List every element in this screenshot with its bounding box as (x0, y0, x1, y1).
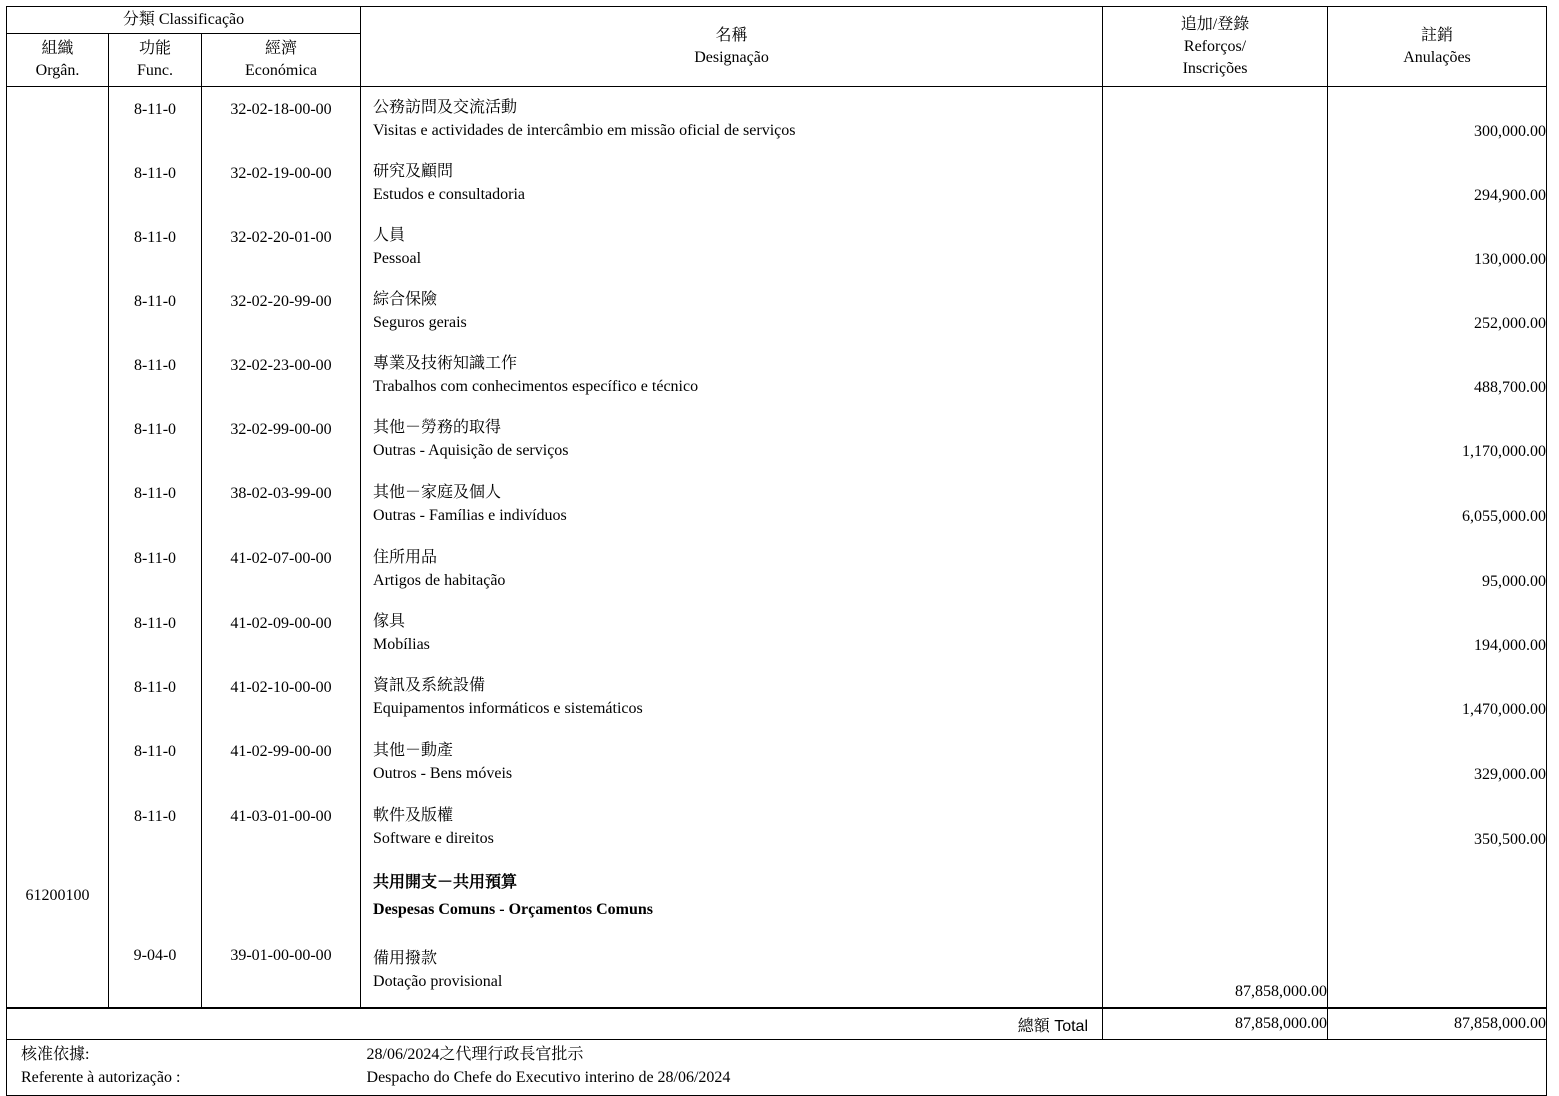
budget-table (6, 6, 1547, 1096)
designation-zh: 綜合保險 (373, 291, 438, 308)
econ-cell: 41-03-01-00-00 (202, 794, 361, 859)
econ-cell: 32-02-18-00-00 (202, 87, 361, 152)
authorization-label: 核准依據: Referente à autorização : (7, 1040, 361, 1096)
designation-cell (361, 407, 1103, 471)
designation-pt: Estudos e consultadoria (373, 186, 525, 203)
cancellation-cell (1328, 933, 1547, 1008)
designation-cell (361, 343, 1103, 407)
func-cell: 8-11-0 (109, 601, 202, 665)
designation-cell (361, 215, 1103, 279)
func-cell: 8-11-0 (109, 471, 202, 536)
designation-zh: 軟件及版權 (373, 806, 454, 824)
designation-pt: Despesas Comuns - Orçamentos Comuns (373, 901, 654, 918)
econ-cell: 32-02-19-00-00 (202, 151, 361, 215)
designation-cell (361, 665, 1103, 729)
designation-cell (361, 859, 1103, 933)
func-header: 功能 Func. (109, 34, 202, 87)
organ-cell: 61200100 (7, 859, 109, 933)
organ-cell (7, 279, 109, 343)
func-cell (109, 859, 202, 933)
header-row-classification (7, 7, 1547, 34)
reinforcement-cell (1103, 215, 1328, 279)
cancellation-cell: 95,000.00 (1482, 573, 1547, 590)
table-row (7, 343, 1547, 407)
designation-header: 名稱 Designação (361, 7, 1103, 87)
cancellation-cell: 300,000.00 (1474, 123, 1547, 140)
designation-zh: 其他－家庭及個人 (373, 483, 502, 501)
table-row (7, 536, 1547, 601)
organ-cell (7, 87, 109, 152)
reinforcement-cell (1103, 794, 1328, 859)
econ-cell: 41-02-07-00-00 (202, 536, 361, 601)
designation-zh: 其他－勞務的取得 (373, 419, 502, 436)
designation-cell (361, 471, 1103, 536)
econ-cell: 32-02-23-00-00 (202, 343, 361, 407)
table-row (7, 279, 1547, 343)
designation-zh: 傢具 (373, 613, 406, 630)
designation-zh: 住所用品 (373, 548, 438, 566)
func-cell: 8-11-0 (109, 665, 202, 729)
organ-cell (7, 151, 109, 215)
func-cell: 8-11-0 (109, 536, 202, 601)
organ-cell (7, 729, 109, 794)
total-label: 總額 Total (7, 1008, 1103, 1040)
designation-zh: 專業及技術知識工作 (373, 355, 518, 372)
reinforcement-cell (1103, 729, 1328, 794)
designation-pt: Pessoal (373, 250, 422, 267)
designation-cell (361, 729, 1103, 794)
organ-cell (7, 794, 109, 859)
designation-pt: Visitas e actividades de intercâmbio em missão oficial de serviços (373, 122, 796, 139)
econ-cell: 38-02-03-99-00 (202, 471, 361, 536)
econ-cell: 32-02-99-00-00 (202, 407, 361, 471)
func-cell: 8-11-0 (109, 279, 202, 343)
table-row (7, 471, 1547, 536)
table-row (7, 729, 1547, 794)
reinforcements-header: 追加/登錄 Reforços/ Inscrições (1103, 7, 1328, 87)
table-body (7, 87, 1547, 1009)
organ-cell (7, 933, 109, 1008)
cancellation-cell: 1,470,000.00 (1462, 701, 1547, 718)
organ-header: 組織 Orgân. (7, 34, 109, 87)
designation-pt: Outras - Famílias e indivíduos (373, 506, 567, 524)
designation-zh: 公務訪問及交流活動 (373, 99, 518, 116)
func-cell: 8-11-0 (109, 407, 202, 471)
reinforcement-cell (1103, 87, 1328, 152)
designation-zh: 人員 (373, 227, 406, 244)
designation-zh: 資訊及系統設備 (373, 677, 486, 694)
designation-cell (361, 87, 1103, 152)
func-cell: 8-11-0 (109, 343, 202, 407)
total-cancellation: 87,858,000.00 (1328, 1008, 1547, 1040)
func-cell: 8-11-0 (109, 729, 202, 794)
reinforcement-cell (1103, 536, 1328, 601)
func-cell: 8-11-0 (109, 151, 202, 215)
table-row (7, 601, 1547, 665)
designation-cell (361, 601, 1103, 665)
cancellations-header: 註銷 Anulações (1328, 7, 1547, 87)
table-row (7, 151, 1547, 215)
reinforcement-cell (1103, 279, 1328, 343)
designation-zh: 共用開支－共用預算 (373, 874, 518, 891)
designation-pt: Trabalhos com conhecimentos específico e técnico (373, 378, 699, 395)
reinforcement-cell (1103, 471, 1328, 536)
func-cell: 8-11-0 (109, 794, 202, 859)
econ-cell: 32-02-20-99-00 (202, 279, 361, 343)
designation-cell (361, 933, 1103, 1008)
cancellation-cell: 488,700.00 (1474, 379, 1547, 396)
designation-cell (361, 794, 1103, 859)
reinforcement-cell (1103, 407, 1328, 471)
designation-zh: 研究及顧問 (373, 163, 454, 180)
total-row (7, 1008, 1547, 1040)
econ-cell: 39-01-00-00-00 (202, 933, 361, 1008)
func-cell: 8-11-0 (109, 215, 202, 279)
organ-cell (7, 536, 109, 601)
designation-pt: Seguros gerais (373, 314, 467, 331)
organ-cell (7, 601, 109, 665)
econ-cell: 41-02-10-00-00 (202, 665, 361, 729)
cancellation-cell: 252,000.00 (1474, 315, 1547, 332)
econ-header: 經濟 Económica (202, 34, 361, 87)
organ-cell (7, 343, 109, 407)
cancellation-cell: 350,500.00 (1474, 831, 1547, 848)
func-cell: 8-11-0 (109, 87, 202, 152)
classification-header: 分類 Classificação (7, 7, 361, 34)
func-cell: 9-04-0 (109, 933, 202, 1008)
cancellation-cell: 6,055,000.00 (1462, 508, 1547, 525)
designation-pt: Artigos de habitação (373, 571, 506, 589)
cancellation-cell (1328, 859, 1547, 933)
designation-pt: Outros - Bens móveis (373, 764, 513, 782)
econ-cell (202, 859, 361, 933)
cancellation-cell: 130,000.00 (1474, 251, 1547, 268)
designation-pt: Dotação provisional (373, 973, 503, 990)
total-reinforcement: 87,858,000.00 (1103, 1008, 1328, 1040)
table-row (7, 215, 1547, 279)
table-row (7, 933, 1547, 1008)
budget-document (6, 6, 1547, 1086)
designation-cell (361, 151, 1103, 215)
designation-zh: 備用撥款 (373, 950, 438, 967)
cancellation-cell: 194,000.00 (1474, 637, 1547, 654)
designation-cell (361, 279, 1103, 343)
table-row (7, 859, 1547, 933)
organ-cell (7, 471, 109, 536)
designation-pt: Outras - Aquisição de serviços (373, 442, 569, 459)
econ-cell: 41-02-99-00-00 (202, 729, 361, 794)
reinforcement-cell (1103, 343, 1328, 407)
authorization-row (7, 1040, 1547, 1096)
cancellation-cell: 294,900.00 (1474, 187, 1547, 204)
table-row (7, 665, 1547, 729)
designation-pt: Mobílias (373, 636, 430, 653)
reinforcement-cell (1103, 601, 1328, 665)
reinforcement-cell (1103, 151, 1328, 215)
authorization-text: 28/06/2024之代理行政長官批示 Despacho do Chefe do Executivo interino de 28/06/2024 (361, 1040, 1547, 1096)
cancellation-cell: 329,000.00 (1474, 766, 1547, 783)
designation-cell (361, 536, 1103, 601)
designation-pt: Equipamentos informáticos e sistemáticos (373, 700, 643, 717)
organ-cell (7, 665, 109, 729)
organ-cell (7, 215, 109, 279)
table-row (7, 87, 1547, 152)
cancellation-cell: 1,170,000.00 (1462, 443, 1547, 460)
table-row (7, 407, 1547, 471)
reinforcement-cell: 87,858,000.00 (1103, 933, 1328, 1008)
reinforcement-cell (1103, 665, 1328, 729)
organ-cell (7, 407, 109, 471)
reinforcement-cell (1103, 859, 1328, 933)
table-row (7, 794, 1547, 859)
designation-pt: Software e direitos (373, 829, 494, 847)
econ-cell: 41-02-09-00-00 (202, 601, 361, 665)
econ-cell: 32-02-20-01-00 (202, 215, 361, 279)
designation-zh: 其他－動產 (373, 741, 454, 759)
